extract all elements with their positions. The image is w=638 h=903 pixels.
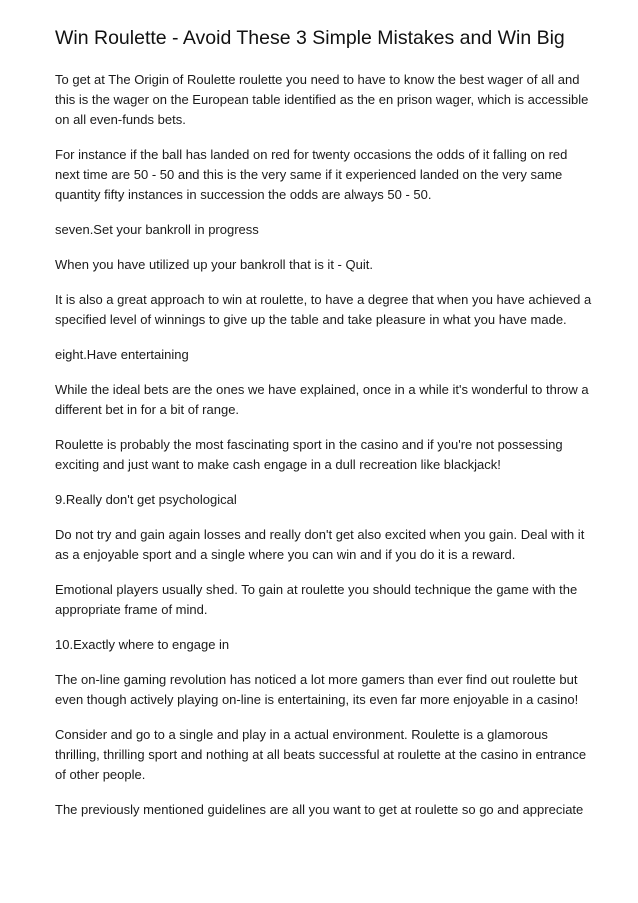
- heading-set-bankroll: seven.Set your bankroll in progress: [55, 222, 259, 237]
- paragraph-losses: Do not try and gain again losses and really don't get also excited when you gain. Deal with it as a enjoyable sport and a single where you can win and if you do it is a reward.: [55, 527, 585, 562]
- document-title: Win Roulette - Avoid These 3 Simple Mistakes and Win Big: [55, 27, 565, 49]
- paragraph-origin-of-roulette: To get at The Origin of Roulette roulette you need to have to know the best wager of all and this is the wager on the European table identified as the en prison wager, which is accessible on all even-funds bets.: [55, 72, 589, 127]
- paragraph-bankroll-quit: When you have utilized up your bankroll that is it - Quit.: [55, 257, 373, 272]
- paragraph-winnings-level: It is also a great approach to win at roulette, to have a degree that when you have achieved a specified level of winnings to give up the table and take pleasure in what you have made.: [55, 292, 592, 327]
- paragraph-guidelines: The previously mentioned guidelines are all you want to get at roulette so go and appreciate: [55, 802, 584, 817]
- paragraph-online-gaming: The on-line gaming revolution has noticed a lot more gamers than ever find out roulette but even though actively playing on-line is entertaining, its even far more enjoyable in a casino!: [55, 672, 579, 707]
- paragraph-fascinating-sport: Roulette is probably the most fascinating sport in the casino and if you're not possessing exciting and just want to make cash engage in a dull recreation like blackjack!: [55, 437, 563, 472]
- paragraph-odds-example: For instance if the ball has landed on red for twenty occasions the odds of it falling on red next time are 50 - 50 and this is the very same if it experienced landed on the very same quantity fifty instances in succession the odds are always 50 - 50.: [55, 147, 568, 202]
- heading-have-entertaining: eight.Have entertaining: [55, 347, 189, 362]
- paragraph-ideal-bets: While the ideal bets are the ones we have explained, once in a while it's wonderful to throw a different bet in for a bit of range.: [55, 382, 589, 417]
- document-page: [55, 24, 595, 835]
- heading-not-psychological: 9.Really don't get psychological: [55, 492, 237, 507]
- paragraph-emotional-players: Emotional players usually shed. To gain at roulette you should technique the game with the appropriate frame of mind.: [55, 582, 578, 617]
- heading-where-to-engage: 10.Exactly where to engage in: [55, 637, 230, 652]
- paragraph-actual-environment: Consider and go to a single and play in a actual environment. Roulette is a glamorous thrilling, thrilling sport and nothing at all beats successful at roulette at the casino in entrance of other people.: [55, 727, 587, 782]
